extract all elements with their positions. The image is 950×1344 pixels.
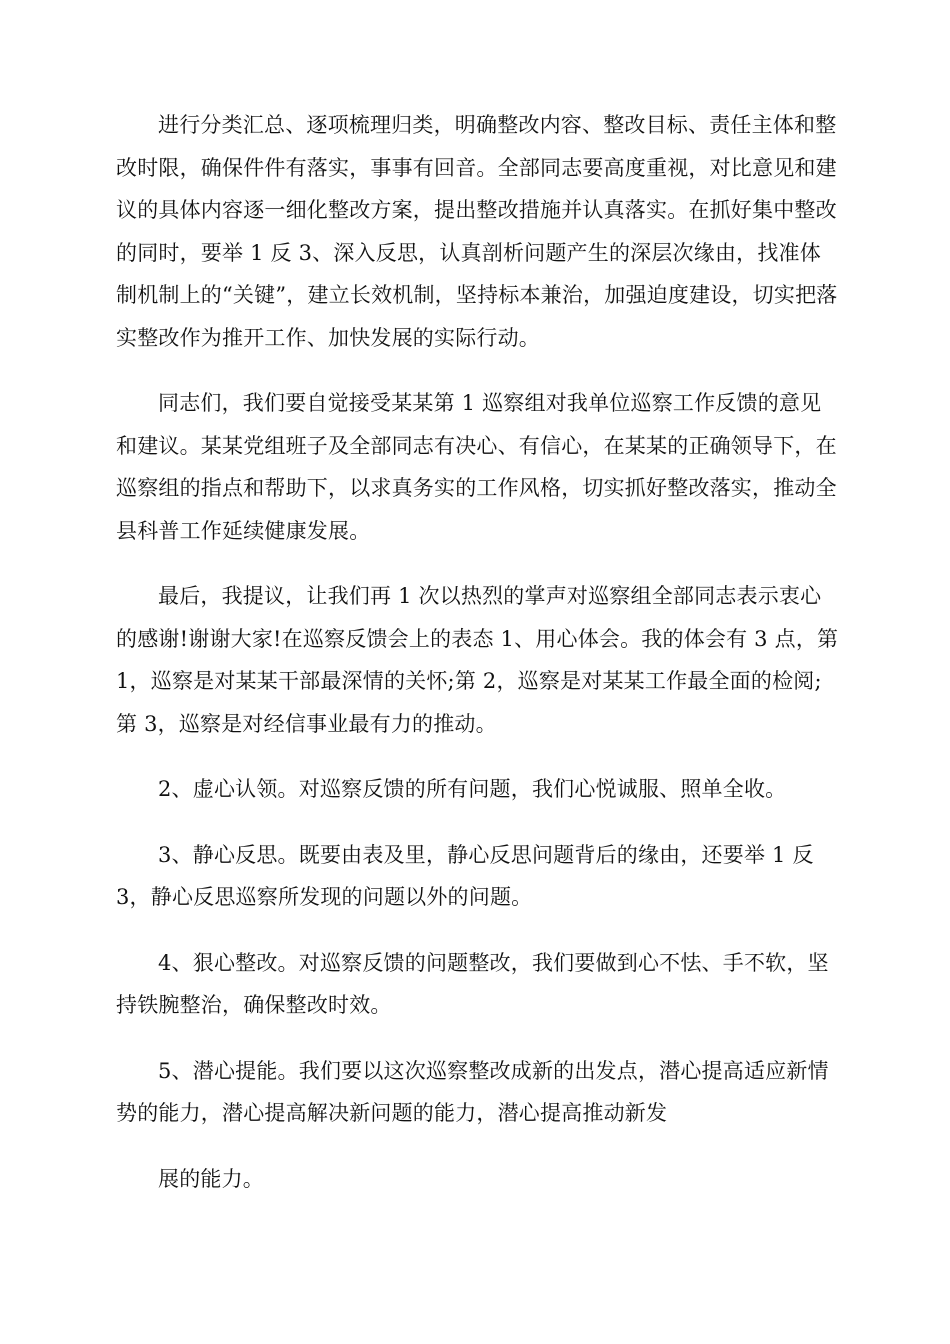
paragraph-2: 同志们，我们要自觉接受某某第 1 巡察组对我单位巡察工作反馈的意见和建议。某某党组班子及全部同志有决心、有信心，在某某的正确领导下，在巡察组的指点和帮助下，以求真务实的工作风格，切实抓好整改落实，推动全县科普工作延续健康发展。: [116, 391, 837, 543]
paragraph-7: 5、潜心提能。我们要以这次巡察整改成新的出发点，潜心提高适应新情势的能力，潜心提高解决新问题的能力，潜心提高推动新发: [116, 1058, 829, 1125]
paragraph-5: 3、静心反思。既要由表及里，静心反思问题背后的缘由，还要举 1 反 3，静心反思巡察所发现的问题以外的问题。: [116, 842, 814, 909]
document-body: [116, 104, 840, 1223]
paragraph-6: 4、狠心整改。对巡察反馈的问题整改，我们要做到心不怯、手不软，坚持铁腕整治，确保整改时效。: [116, 950, 829, 1017]
paragraph-8: 展的能力。: [158, 1166, 264, 1191]
paragraph-4: 2、虚心认领。对巡察反馈的所有问题，我们心悦诚服、照单全收。: [158, 777, 787, 801]
paragraph-1: 进行分类汇总、逐项梳理归类，明确整改内容、整改目标、责任主体和整改时限，确保件件有落实，事事有回音。全部同志要高度重视，对比意见和建议的具体内容逐一细化整改方案，提出整改措施并认真落实。在抓好集中整改的同时，要举 1 反 3、深入反思，认真剖析问题产生的深层次缘由，找准体制机制上的“关键”，建立长效机制，坚持标本兼治，加强迫度建设，切实把落实整改作为推开工作、加快发展的实际行动。: [116, 113, 838, 350]
paragraph-3: 最后，我提议，让我们再 1 次以热烈的掌声对巡察组全部同志表示衷心的感谢!谢谢大家!在巡察反馈会上的表态 1、用心体会。我的体会有 3 点，第 1，巡察是对某某干部最深情的关怀;第 2，巡察是对某某工作最全面的检阅;第 3，巡察是对经信事业最有力的推动。: [116, 584, 839, 736]
